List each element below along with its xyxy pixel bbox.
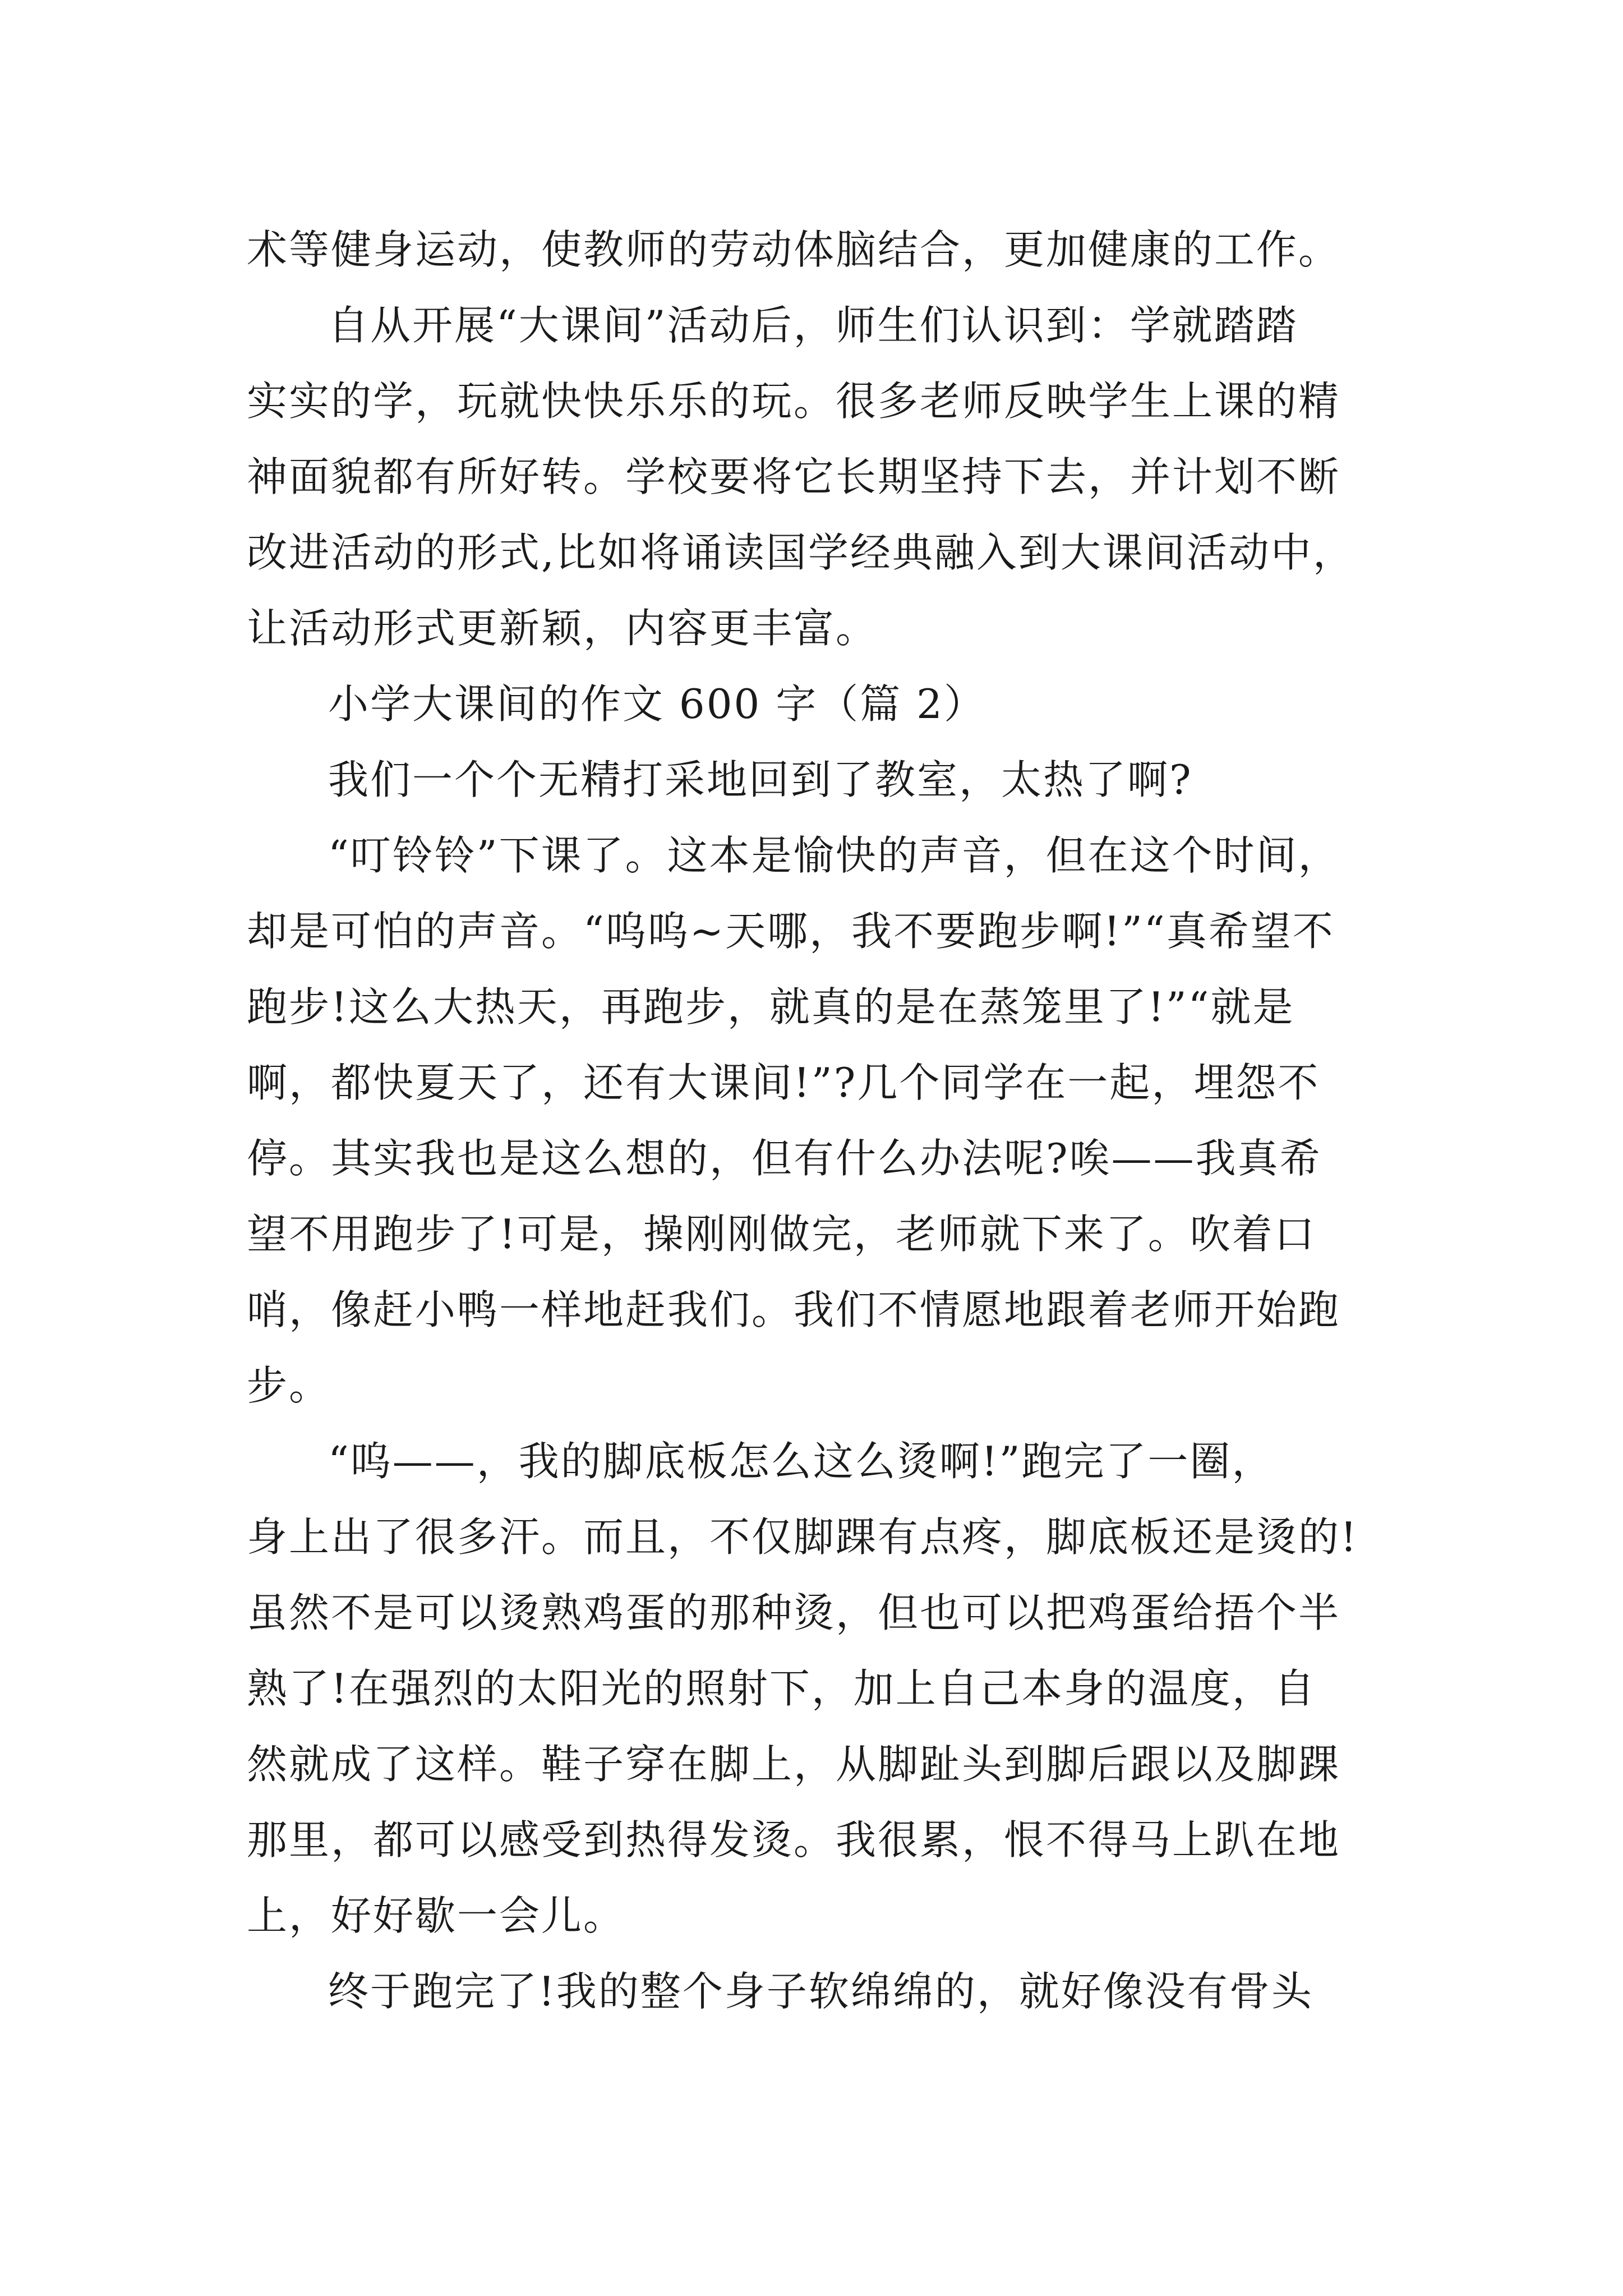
text-line: 却是可怕的声音。“呜呜~天哪，我不要跑步啊!”“真希望不 (247, 908, 1335, 955)
text-line: 术等健身运动，使教师的劳动体脑结合，更加健康的工作。 (247, 226, 1341, 273)
text-line: 我们一个个无精打采地回到了教室，太热了啊? (328, 756, 1193, 803)
text-line: 步。 (247, 1362, 331, 1409)
text-line: 跑步!这么大热天，再跑步，就真的是在蒸笼里了!”“就是 (247, 983, 1295, 1030)
text-line: 哨，像赶小鸭一样地赶我们。我们不情愿地跟着老师开始跑 (247, 1286, 1341, 1333)
text-line: 改进活动的形式,比如将诵读国学经典融入到大课间活动中， (247, 529, 1355, 576)
text-line: 自从开展“大课间”活动后，师生们认识到：学就踏踏 (328, 302, 1298, 349)
text-line: 神面貌都有所好转。学校要将它长期坚持下去，并计划不断 (247, 453, 1341, 500)
text-line: 实实的学，玩就快快乐乐的玩。很多老师反映学生上课的精 (247, 378, 1341, 425)
article-body (247, 212, 1388, 2030)
text-line: 啊，都快夏天了，还有大课间!”?几个同学在一起，埋怨不 (247, 1059, 1320, 1106)
text-line: 终于跑完了!我的整个身子软绵绵的，就好像没有骨头 (328, 1968, 1313, 2015)
text-line: “叮铃铃”下课了。这本是愉快的声音，但在这个时间， (328, 832, 1340, 879)
section-heading: 小学大课间的作文 600 字（篇 2） (328, 680, 986, 728)
text-line: 然就成了这样。鞋子穿在脚上，从脚趾头到脚后跟以及脚踝 (247, 1741, 1341, 1788)
text-line: 上，好好歇一会儿。 (247, 1892, 626, 1939)
text-line: 身上出了很多汗。而且，不仅脚踝有点疼，脚底板还是烫的! (247, 1513, 1358, 1561)
text-line: 望不用跑步了!可是，操刚刚做完，老师就下来了。吹着口 (247, 1211, 1316, 1258)
text-line: 虽然不是可以烫熟鸡蛋的那种烫，但也可以把鸡蛋给捂个半 (247, 1589, 1341, 1636)
text-line: 让活动形式更新颖，内容更丰富。 (247, 605, 878, 652)
text-line: 停。其实我也是这么想的，但有什么办法呢?唉——我真希 (247, 1135, 1322, 1182)
text-line: 熟了!在强烈的太阳光的照射下，加上自己本身的温度，自 (247, 1665, 1316, 1712)
text-line: “呜——，我的脚底板怎么这么烫啊!”跑完了一圈， (328, 1438, 1274, 1485)
text-line: 那里，都可以感受到热得发烫。我很累，恨不得马上趴在地 (247, 1816, 1341, 1864)
